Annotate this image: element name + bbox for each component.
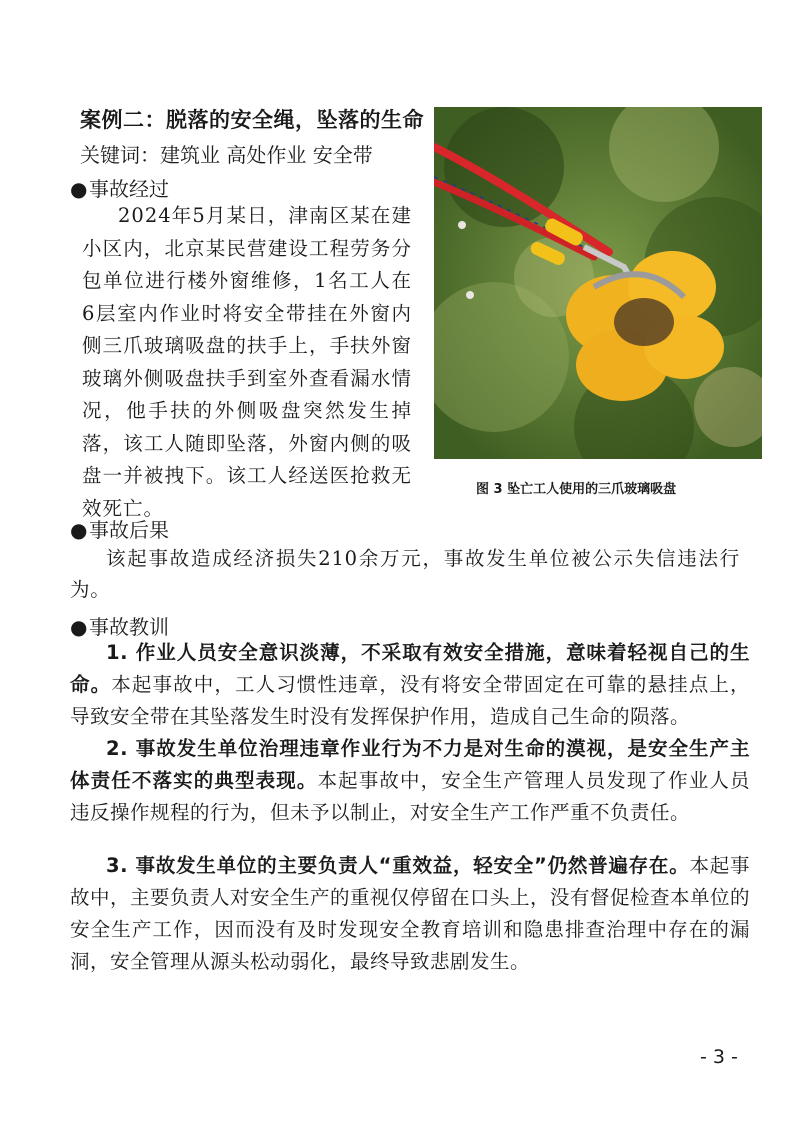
process-paragraph: 2024年5月某日，津南区某在建小区内，北京某民营建设工程劳务分包单位进行楼外窗维修，1名工人在6层室内作业时将安全带挂在外窗内侧三爪玻璃吸盘的扶手上，手扶外窗玻璃外侧吸盘扶手到室外查看漏水情况，他手扶的外侧吸盘突然发生掉落，该工人随即坠落，外窗内侧的吸盘一并被拽下。该工人经送医抢救无效死亡。 bbox=[82, 204, 412, 520]
lesson-body: 本起事故中，工人习惯性违章，没有将安全带固定在可靠的悬挂点上，导致安全带在其坠落发生时没有发挥保护作用，造成自己生命的陨落。 bbox=[70, 673, 750, 728]
section-heading-label: 事故后果 bbox=[89, 518, 169, 542]
lesson-lead: 2. 事故发生单位治理违章作业行为不力是对生命的漠视，是安全生产主体责任不落实的典型表现。 bbox=[70, 737, 750, 792]
lesson-paragraph bbox=[70, 850, 750, 978]
section-heading-consequence bbox=[70, 514, 169, 543]
bullet-icon: ● bbox=[70, 615, 88, 639]
lesson-body: 本起事故中，主要负责人对安全生产的重视仅停留在口头上，没有督促检查本单位的安全生产工作，因而没有及时发现安全教育培训和隐患排查治理中存在的漏洞，安全管理从源头松动弱化，最终导致悲剧发生。 bbox=[70, 854, 751, 973]
consequence-paragraph: 该起事故造成经济损失210余万元，事故发生单位被公示失信违法行为。 bbox=[70, 547, 740, 601]
lesson-body: 本起事故中，安全生产管理人员发现了作业人员违反操作规程的行为，但未予以制止，对安全生产工作严重不负责任。 bbox=[70, 769, 750, 824]
section-heading-process bbox=[70, 173, 169, 202]
section-heading-label: 事故经过 bbox=[89, 177, 169, 201]
page-number: - 3 - bbox=[700, 1046, 738, 1068]
bullet-icon: ● bbox=[70, 177, 88, 201]
section-heading-label: 事故教训 bbox=[89, 615, 169, 639]
lesson-lead: 3. 事故发生单位的主要负责人“重效益，轻安全”仍然普遍存在。 bbox=[106, 854, 690, 877]
keywords-line: 关键词：建筑业 高处作业 安全带 bbox=[80, 143, 373, 167]
case-title: 案例二：脱落的安全绳，坠落的生命 bbox=[80, 108, 424, 132]
lesson-lead: 1. 作业人员安全意识淡薄，不采取有效安全措施，意味着轻视自己的生命。 bbox=[70, 641, 750, 696]
lesson-paragraph bbox=[70, 733, 750, 829]
section-heading-lessons bbox=[70, 611, 169, 640]
suction-cup-photo bbox=[434, 107, 762, 459]
figure-caption: 图 3 坠亡工人使用的三爪玻璃吸盘 bbox=[476, 482, 677, 497]
lesson-paragraph bbox=[70, 637, 750, 733]
bullet-icon: ● bbox=[70, 518, 88, 542]
